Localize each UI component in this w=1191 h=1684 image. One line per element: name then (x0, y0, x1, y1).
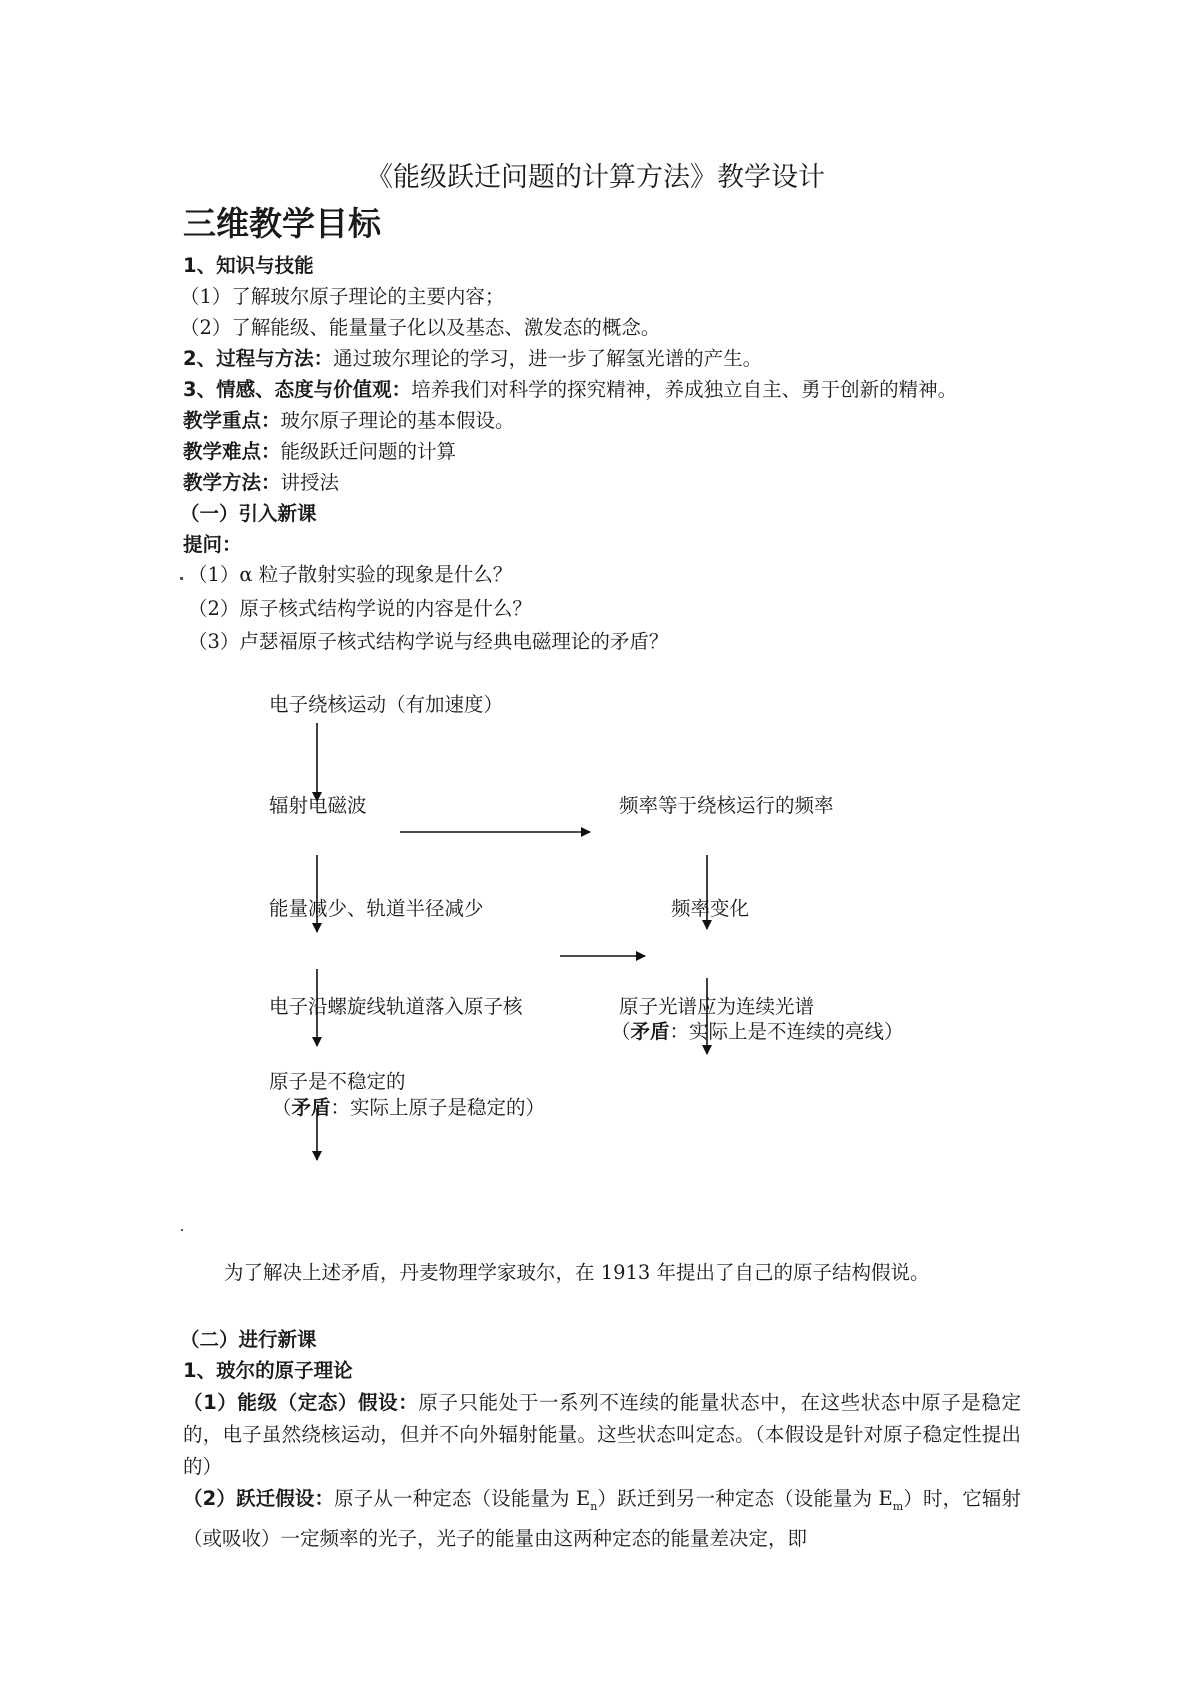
hypothesis-2-text-c: ）时，它辐射（或吸收）一定频率的光子，光子的能量由这两种定态的能量差决定，即 (183, 1487, 1021, 1550)
hypothesis-2-text-a: 原子从一种定态（设能量为 E (334, 1487, 591, 1510)
stray-mark (180, 577, 183, 580)
hypothesis-2-text-b: ）跃迁到另一种定态（设能量为 E (597, 1487, 893, 1510)
hypothesis-1-paragraph (183, 1387, 1021, 1483)
flow-node-continuous-spectrum: 原子光谱应为连续光谱 (619, 995, 815, 1018)
teaching-focus-label: 教学重点： (183, 409, 281, 432)
flow-note-stability-contradiction (272, 1092, 545, 1120)
intro-paragraph: 为了解决上述矛盾，丹麦物理学家玻尔，在 1913 年提出了自己的原子结构假说。 (224, 1261, 930, 1284)
objective-knowledge-item-2: （2）了解能级、能量量子化以及基态、激发态的概念。 (180, 316, 661, 339)
question-2: （2）原子核式结构学说的内容是什么？ (188, 597, 532, 620)
flow-note-spectrum-contradiction (611, 1016, 904, 1044)
flow-note-label: 矛盾 (630, 1020, 670, 1043)
objective-knowledge-heading: 1、知识与技能 (183, 254, 314, 277)
energy-subscript-m: m (892, 1499, 904, 1513)
hypothesis-2-paragraph (183, 1483, 1021, 1555)
teaching-difficulty-text: 能级跃迁问题的计算 (280, 440, 457, 463)
objective-emotion (183, 377, 957, 403)
objective-emotion-text: 培养我们对科学的探究精神，养成独立自主、勇于创新的精神。 (411, 378, 958, 401)
objective-process-text: 通过玻尔理论的学习，进一步了解氢光谱的产生。 (333, 347, 763, 370)
energy-subscript-n: n (590, 1499, 598, 1513)
teaching-method-text: 讲授法 (280, 471, 340, 494)
document-title: 《能级跃迁问题的计算方法》教学设计 (366, 162, 825, 193)
flow-node-spiral-fall: 电子沿螺旋线轨道落入原子核 (269, 995, 523, 1018)
objective-process-label: 2、过程与方法： (183, 347, 334, 370)
flow-note-text: ：实际上原子是稳定的） (330, 1096, 546, 1119)
teaching-difficulty (183, 439, 456, 465)
question-1: （1）α 粒子散射实验的现象是什么？ (188, 563, 513, 586)
flow-note-open: （ (272, 1096, 292, 1119)
flow-node-electron-orbit: 电子绕核运动（有加速度） (269, 693, 504, 716)
teaching-difficulty-label: 教学难点： (183, 440, 281, 463)
section2-heading: （二）进行新课 (180, 1328, 317, 1351)
section1-ask-label: 提问： (183, 533, 242, 556)
objective-knowledge-item-1: （1）了解玻尔原子理论的主要内容； (180, 285, 505, 308)
teaching-method-label: 教学方法： (183, 471, 281, 494)
teaching-focus (183, 408, 515, 434)
flow-node-radiate-wave: 辐射电磁波 (269, 794, 367, 817)
teaching-focus-text: 玻尔原子理论的基本假设。 (280, 409, 515, 432)
hypothesis-1-text: 原子只能处于一系列不连续的能量状态中，在这些状态中原子是稳定的，电子虽然绕核运动，但并不向外辐射能量。这些状态叫定态。（本假设是针对原子稳定性提出的） (183, 1391, 1021, 1478)
flow-note-open: （ (611, 1020, 631, 1043)
section2-subheading: 1、玻尔的原子理论 (183, 1359, 353, 1382)
flow-node-frequency-equal: 频率等于绕核运行的频率 (619, 794, 834, 817)
flow-node-unstable-atom: 原子是不稳定的 (269, 1070, 406, 1093)
teaching-method (183, 470, 339, 496)
objective-process (183, 346, 762, 372)
section-heading: 三维教学目标 (183, 204, 381, 243)
objective-emotion-label: 3、情感、态度与价值观： (183, 378, 412, 401)
flow-node-energy-decrease: 能量减少、轨道半径减少 (269, 897, 484, 920)
flow-note-text: ：实际上是不连续的亮线） (669, 1020, 904, 1043)
hypothesis-1-label: （1）能级（定态）假设： (183, 1391, 419, 1414)
hypothesis-2-label: （2）跃迁假设： (183, 1487, 335, 1510)
stray-mark (181, 1229, 183, 1231)
question-3: （3）卢瑟福原子核式结构学说与经典电磁理论的矛盾？ (188, 630, 669, 653)
flow-note-label: 矛盾 (291, 1096, 331, 1119)
flow-node-frequency-change: 频率变化 (671, 897, 750, 920)
section1-heading: （一）引入新课 (180, 502, 317, 525)
